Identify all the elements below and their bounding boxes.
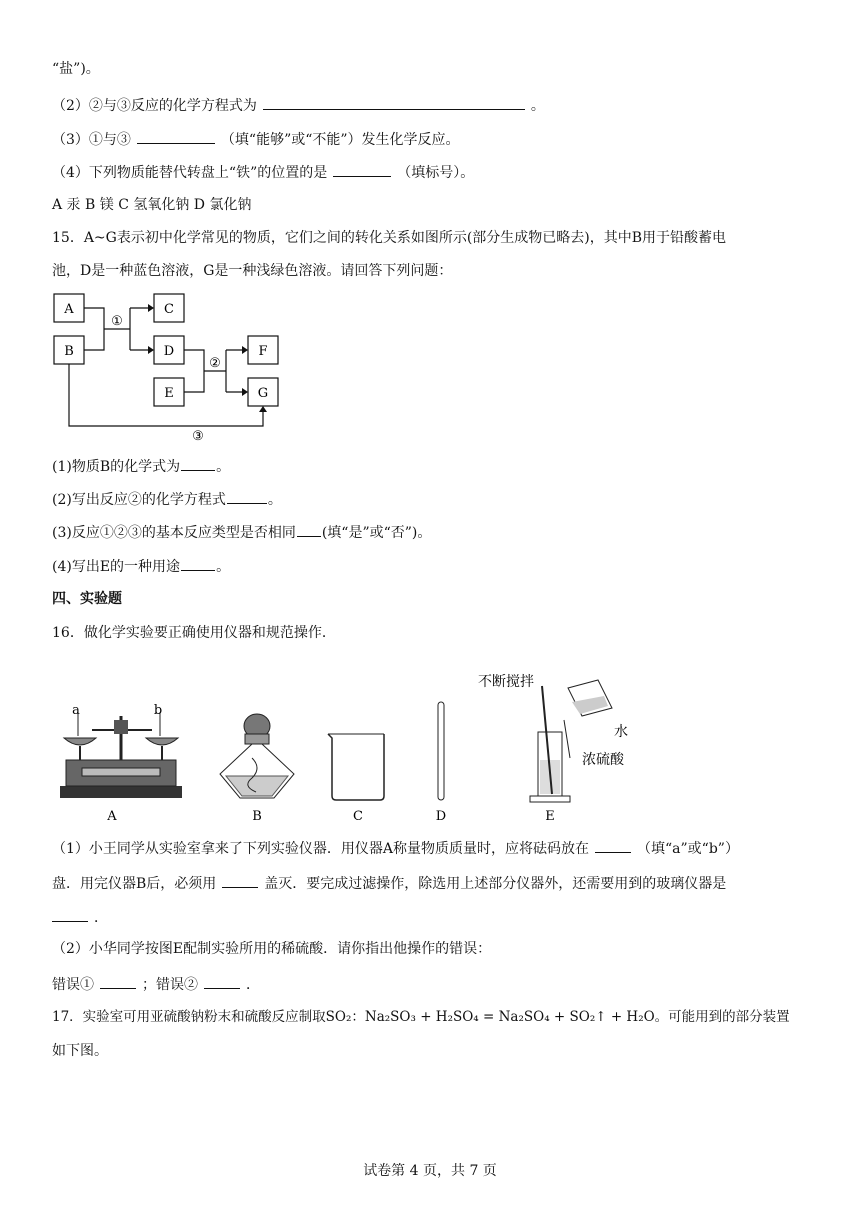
page-footer: 试卷第 4 页，共 7 页 [363, 1163, 497, 1179]
question-text: (3)反应①②③的基本反应类型是否相同 [52, 525, 296, 541]
section-heading: 四、实验题 [52, 591, 122, 607]
instrument-c-label: C [353, 809, 363, 824]
text-line: “盐”)。 [52, 61, 100, 77]
water-label: 水 [614, 724, 628, 740]
reaction-diagram [50, 290, 290, 446]
alcohol-lamp-instrument [220, 714, 294, 798]
question-text: 盖灭．要完成过滤操作，除选用上述部分仪器外，还需要用到的玻璃仪器是 [264, 876, 727, 892]
question-text: ． [94, 910, 108, 926]
answer-blank[interactable] [263, 95, 525, 110]
dilution-setup [478, 673, 628, 802]
question-text: （4）下列物质能替代转盘上“铁”的位置的是 [52, 165, 328, 181]
answer-blank[interactable] [137, 129, 215, 144]
question-text: (2)写出反应②的化学方程式 [52, 492, 226, 508]
question-text: （2）②与③反应的化学方程式为 [52, 98, 257, 114]
question-text: （填“能够”或“不能”）发生化学反应。 [220, 132, 460, 148]
question-14-4 [52, 162, 474, 182]
reaction-2-label: ② [209, 356, 221, 371]
question-text: （填“a”或“b”） [637, 841, 739, 857]
answer-blank[interactable] [181, 456, 215, 471]
reaction-1-label: ① [111, 314, 123, 329]
question-text: ；错误② [142, 977, 198, 993]
answer-blank[interactable] [222, 873, 258, 888]
instrument-b-label: B [252, 809, 262, 824]
question-14-2 [52, 95, 545, 115]
box-e-label: E [164, 386, 174, 401]
question-16-2: （2）小华同学按图E配制实验所用的稀硫酸．请你指出他操作的错误： [52, 941, 492, 957]
box-d-label: D [163, 344, 175, 359]
pan-a-label: a [72, 703, 80, 718]
question-text: (填“是”或“否”)。 [321, 525, 432, 541]
lab-instruments-figure [52, 668, 652, 828]
answer-blank[interactable] [297, 522, 321, 537]
question-16-1 [52, 838, 739, 858]
question-15-stem: 15．A~G表示初中化学常见的物质，它们之间的转化关系如图所示(部分生成物已略去)，其中B用于铅酸蓄电 [52, 230, 727, 246]
answer-blank[interactable] [333, 162, 391, 177]
answer-blank[interactable] [204, 974, 240, 989]
instrument-d-label: D [435, 809, 447, 824]
balance-instrument [60, 703, 182, 798]
reaction-3-label: ③ [192, 429, 204, 444]
question-text: (4)写出E的一种用途 [52, 559, 181, 575]
question-14-3 [52, 129, 460, 149]
stir-label: 不断搅拌 [478, 674, 534, 690]
question-text: （3）①与③ [52, 132, 131, 148]
question-16-2-errors [52, 974, 260, 994]
question-text: 。 [530, 98, 545, 114]
pan-b-label: b [153, 703, 163, 718]
question-text: （填标号）。 [397, 165, 475, 181]
acid-label: 浓硫酸 [582, 752, 624, 768]
question-text: 。 [267, 492, 282, 508]
question-17-stem: 17．实验室可用亚硫酸钠粉末和硫酸反应制取SO₂：Na₂SO₃ + H₂SO₄ = Na₂SO₄ + SO₂↑ + H₂O。可能用到的部分装置 [52, 1009, 790, 1025]
question-text: 盘．用完仪器B后，必须用 [52, 876, 217, 892]
question-15-1 [52, 456, 230, 476]
question-text: 。 [216, 459, 231, 475]
question-text: 。 [216, 559, 231, 575]
question-15-4 [52, 556, 230, 576]
question-text: (1)物质B的化学式为 [52, 459, 181, 475]
question-text: ． [246, 977, 260, 993]
question-16-stem: 16．做化学实验要正确使用仪器和规范操作． [52, 625, 336, 641]
glass-rod-instrument [438, 702, 444, 800]
box-f-label: F [258, 344, 268, 359]
answer-blank[interactable] [227, 489, 267, 504]
beaker-instrument [328, 734, 384, 800]
question-16-1-cont [52, 873, 726, 893]
question-16-1-end [52, 907, 108, 927]
answer-blank[interactable] [100, 974, 136, 989]
question-14-options: A 汞 B 镁 C 氢氧化钠 D 氯化钠 [52, 197, 252, 213]
question-text: 错误① [52, 977, 94, 993]
question-15-stem-cont: 池，D是一种蓝色溶液，G是一种浅绿色溶液。请回答下列问题： [52, 263, 453, 279]
instrument-e-label: E [545, 809, 555, 824]
question-17-stem-cont: 如下图。 [52, 1043, 108, 1059]
question-15-2 [52, 489, 282, 509]
answer-blank[interactable] [181, 556, 215, 571]
instrument-a-label: A [107, 809, 117, 824]
answer-blank[interactable] [52, 907, 88, 922]
question-text: （1）小王同学从实验室拿来了下列实验仪器．用仪器A称量物质质量时，应将砝码放在 [52, 841, 590, 857]
box-b-label: B [64, 344, 74, 359]
box-a-label: A [64, 302, 74, 317]
answer-blank[interactable] [595, 838, 631, 853]
question-15-3 [52, 522, 431, 542]
box-g-label: G [257, 386, 269, 401]
box-c-label: C [164, 302, 174, 317]
